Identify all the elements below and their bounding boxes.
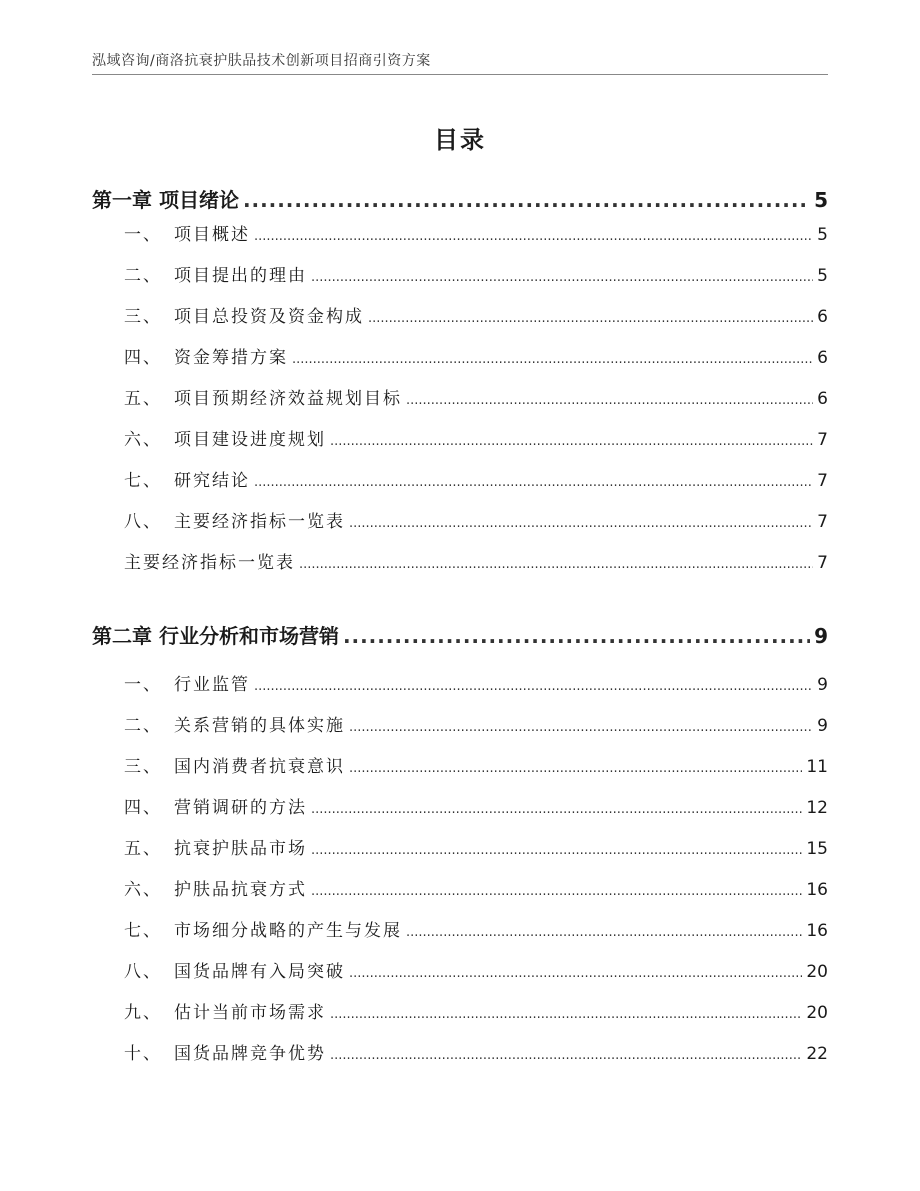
toc-leader-dots (330, 430, 813, 450)
toc-entry[interactable] (124, 998, 828, 1023)
toc-page-number: 7 (817, 430, 828, 450)
toc-entry-label: 营销调研的方法 (174, 798, 307, 818)
toc-entry-label: 行业监管 (174, 675, 250, 695)
toc-entry-label: 项目建设进度规划 (174, 430, 326, 450)
toc-entry-label: 护肤品抗衰方式 (174, 880, 307, 900)
toc-entry[interactable] (124, 302, 828, 327)
toc-leader-dots (311, 266, 813, 286)
toc-entry-label: 第一章 项目绪论 (92, 188, 239, 212)
toc-entry[interactable] (124, 220, 828, 245)
toc-page-number: 9 (817, 675, 828, 695)
toc-entry-number: 四、 (124, 348, 162, 368)
toc-entry[interactable] (124, 343, 828, 368)
toc-entry-number: 十、 (124, 1044, 162, 1064)
toc-entry-label: 第二章 行业分析和市场营销 (92, 624, 339, 648)
toc-entry-label: 项目总投资及资金构成 (174, 307, 364, 327)
toc-entry-number: 五、 (124, 839, 162, 859)
toc-entry[interactable] (124, 261, 828, 286)
toc-leader-dots (349, 757, 802, 777)
toc-entry-label: 主要经济指标一览表 (124, 553, 295, 573)
toc-entry[interactable] (124, 793, 828, 818)
toc-entry-number: 九、 (124, 1003, 162, 1023)
toc-leader-dots (406, 389, 813, 409)
toc-entry[interactable] (124, 466, 828, 491)
toc-entry-label: 关系营销的具体实施 (174, 716, 345, 736)
toc-page-number: 6 (817, 307, 828, 327)
toc-entry[interactable] (124, 425, 828, 450)
toc-page-number: 5 (817, 225, 828, 245)
toc-entry-number: 八、 (124, 962, 162, 982)
toc-leader-dots (368, 307, 813, 327)
toc-page-number: 9 (814, 624, 828, 648)
toc-leader-dots (254, 471, 813, 491)
toc-page-number: 12 (806, 798, 828, 818)
toc-entry[interactable] (124, 875, 828, 900)
toc-entry-number: 七、 (124, 471, 162, 491)
toc-entry-label: 项目概述 (174, 225, 250, 245)
toc-page-number: 16 (806, 880, 828, 900)
toc-entry-number: 六、 (124, 430, 162, 450)
toc-entry-label: 市场细分战略的产生与发展 (174, 921, 402, 941)
toc-page-number: 6 (817, 348, 828, 368)
toc-leader-dots (349, 716, 813, 736)
toc-entry-label: 项目预期经济效益规划目标 (174, 389, 402, 409)
toc-entry[interactable] (124, 752, 828, 777)
toc-entry-label: 项目提出的理由 (174, 266, 307, 286)
toc-page-number: 7 (817, 553, 828, 573)
toc-leader-dots (311, 880, 802, 900)
toc-page-number: 22 (806, 1044, 828, 1064)
toc-entry-label: 国内消费者抗衰意识 (174, 757, 345, 777)
toc-page-number: 7 (817, 471, 828, 491)
toc-title: 目录 (434, 126, 486, 154)
toc-entry-label: 资金筹措方案 (174, 348, 288, 368)
toc-leader-dots (243, 188, 810, 212)
toc-leader-dots (343, 624, 810, 648)
toc-entry-number: 六、 (124, 880, 162, 900)
toc-entry[interactable] (124, 384, 828, 409)
toc-entry-number: 三、 (124, 757, 162, 777)
toc-page-number: 9 (817, 716, 828, 736)
toc-entry[interactable] (124, 711, 828, 736)
toc-entry-number: 五、 (124, 389, 162, 409)
toc-leader-dots (349, 512, 813, 532)
toc-leader-dots (299, 553, 813, 573)
toc-entry[interactable] (124, 834, 828, 859)
toc-entry-label: 抗衰护肤品市场 (174, 839, 307, 859)
toc-entry-number: 四、 (124, 798, 162, 818)
header-rule (92, 74, 828, 75)
toc-entry[interactable] (124, 548, 828, 573)
toc-page-number: 7 (817, 512, 828, 532)
toc-leader-dots (330, 1044, 802, 1064)
toc-entry-label: 研究结论 (174, 471, 250, 491)
toc-entry-number: 三、 (124, 307, 162, 327)
toc-leader-dots (254, 675, 813, 695)
toc-entry-label: 主要经济指标一览表 (174, 512, 345, 532)
toc-entry-label: 国货品牌竞争优势 (174, 1044, 326, 1064)
toc-page-number: 20 (806, 1003, 828, 1023)
toc-leader-dots (330, 1003, 802, 1023)
toc-page-number: 5 (817, 266, 828, 286)
running-header: 泓域咨询/商洛抗衰护肤品技术创新项目招商引资方案 (92, 53, 431, 69)
toc-entry[interactable] (124, 670, 828, 695)
toc-entry-number: 八、 (124, 512, 162, 532)
toc-entry-label: 估计当前市场需求 (174, 1003, 326, 1023)
toc-leader-dots (311, 839, 802, 859)
toc-entry-label: 国货品牌有入局突破 (174, 962, 345, 982)
toc-leader-dots (406, 921, 802, 941)
toc-page-number: 15 (806, 839, 828, 859)
toc-entry[interactable] (124, 957, 828, 982)
toc-chapter-2[interactable] (92, 620, 828, 649)
toc-page-number: 20 (806, 962, 828, 982)
toc-leader-dots (292, 348, 813, 368)
toc-entry-number: 二、 (124, 716, 162, 736)
toc-entry-number: 一、 (124, 675, 162, 695)
toc-page-number: 16 (806, 921, 828, 941)
toc-chapter-1[interactable] (92, 184, 828, 213)
toc-entry-number: 七、 (124, 921, 162, 941)
toc-entry[interactable] (124, 507, 828, 532)
toc-entry-number: 二、 (124, 266, 162, 286)
toc-leader-dots (311, 798, 802, 818)
toc-leader-dots (349, 962, 802, 982)
toc-entry[interactable] (124, 916, 828, 941)
toc-page-number: 11 (806, 757, 828, 777)
toc-page-number: 6 (817, 389, 828, 409)
toc-page-number: 5 (814, 188, 828, 212)
toc-entry-number: 一、 (124, 225, 162, 245)
toc-entry[interactable] (124, 1039, 828, 1064)
toc-leader-dots (254, 225, 813, 245)
